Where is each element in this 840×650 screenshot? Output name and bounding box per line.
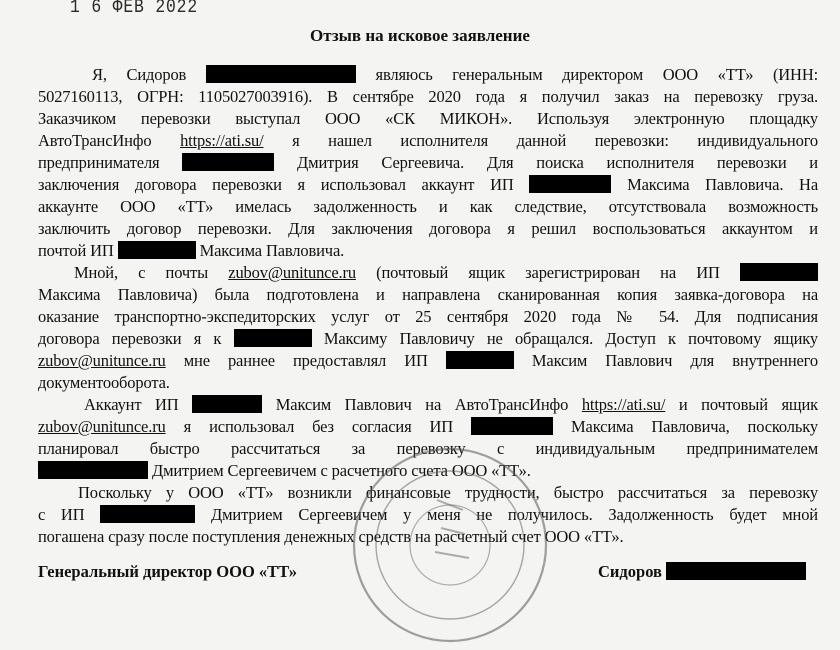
paragraph-line: планировал быстро рассчитаться за перевозку с индивидуальным предпринимателем	[38, 439, 818, 458]
signature-position: Генеральный директор ООО «ТТ»	[38, 562, 297, 581]
redaction-box	[446, 351, 514, 369]
paragraph-line: документооборота.	[38, 373, 170, 392]
paragraph-line: Дмитрием Сергеевичем с расчетного счета ООО «ТТ».	[38, 460, 818, 482]
paragraph-line: Аккаунт ИП Максим Павлович на АвтоТрансИнфо https://ati.su/ и почтовый ящик	[84, 395, 819, 414]
paragraph-line: аккаунте ООО «ТТ» имелась задолженность и как следствие, отсутствовала возможность	[38, 197, 818, 216]
paragraph-line: договора перевозки я к Максиму Павловичу не обращался. Доступ к почтовому ящику	[38, 329, 818, 348]
paragraph-line: zubov@unitunce.ru я использовал без согласия ИП Максима Павловича, поскольку	[38, 417, 818, 436]
paragraph-line: Заказчиком перевозки выступал ООО «СК МИКОН». Используя электронную площадку	[38, 109, 818, 128]
redaction-box	[666, 562, 806, 580]
paragraph-line: 5027160113, ОГРН: 1105027003916). В сентябре 2020 года я получил заказ на перевозку груза.	[38, 87, 818, 106]
email-link[interactable]: zubov@unitunce.ru	[38, 417, 166, 436]
redaction-box	[38, 461, 148, 479]
paragraph-line: Максима Павловича) была подготовлена и направлена сканированная копия заявка-договора на	[38, 285, 818, 304]
redaction-box	[471, 417, 553, 435]
paragraph-line: заключить договор перевозки. Для заключения договора я решил воспользоваться аккаунтом и	[38, 219, 818, 238]
paragraph-line: Поскольку у ООО «ТТ» возникли финансовые трудности, быстро рассчитаться за перевозку	[78, 483, 818, 502]
paragraph-line: погашена сразу после поступления денежных средств на расчетный счет ООО «ТТ».	[38, 527, 624, 546]
paragraph-line: Я, Сидоров являюсь генеральным директором ООО «ТТ» (ИНН:	[92, 65, 819, 84]
redaction-box	[100, 505, 195, 523]
ati-link[interactable]: https://ati.su/	[180, 131, 264, 150]
paragraph-line: с ИП Дмитрием Сергеевичем у меня не получилось. Задолженность будет мной	[38, 505, 818, 524]
ati-link[interactable]: https://ati.su/	[581, 395, 666, 414]
redaction-box	[182, 153, 274, 171]
redaction-box	[118, 241, 196, 259]
paragraph-line: Мной, с почты zubov@unitunce.ru (почтовый ящик зарегистрирован на ИП	[74, 262, 818, 284]
redaction-box	[192, 395, 262, 413]
signature-name: Сидоров	[598, 562, 806, 582]
paragraph-line: заключения договора перевозки я использовал аккаунт ИП Максима Павловича. На	[38, 175, 818, 194]
paragraph-line: АвтоТрансИнфо https://ati.su/ я нашел исполнителя данной перевозки: индивидуального	[38, 131, 819, 150]
paragraph-line: почтой ИП Максима Павловича.	[38, 241, 345, 260]
redaction-box	[529, 175, 611, 193]
paragraph-line: оказание транспортно-экспедиторских услуг от 25 сентября 2020 года № 54. Для подписания	[38, 307, 818, 326]
redaction-box	[234, 329, 312, 347]
redaction-box	[206, 65, 356, 83]
paragraph-line: предпринимателя Дмитрия Сергеевича. Для поиска исполнителя перевозки и	[38, 153, 818, 172]
date-stamp: 1 6 ФЕВ 2022	[70, 0, 198, 18]
email-link[interactable]: zubov@unitunce.ru	[38, 351, 166, 370]
email-link[interactable]: zubov@unitunce.ru	[228, 263, 356, 282]
paragraph-line: zubov@unitunce.ru мне раннее предоставлял ИП Максим Павлович для внутреннего	[38, 351, 818, 370]
document-title: Отзыв на исковое заявление	[310, 26, 530, 45]
redaction-box	[740, 263, 818, 281]
